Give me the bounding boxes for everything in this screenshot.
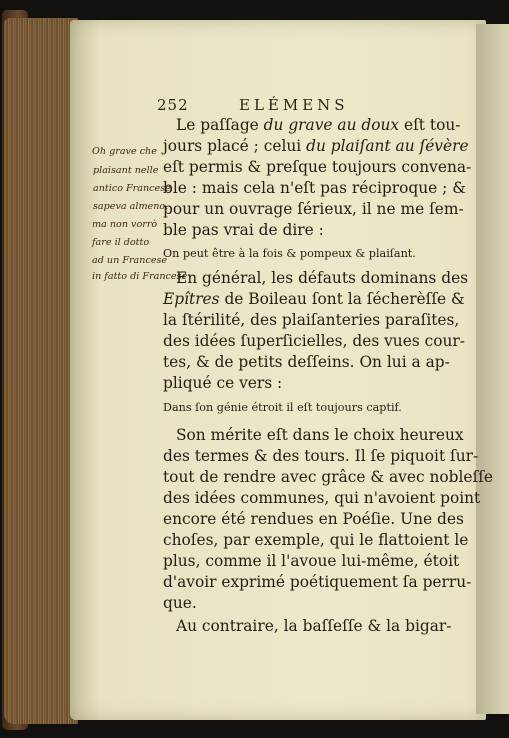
body-line: En général, les défauts dominans des: [176, 269, 469, 287]
margin-note-line: antico Francese: [93, 183, 171, 194]
body-line: des idées communes, qui n'avoient point: [163, 489, 481, 507]
body-line: eſt permis & preſque toujours convena-: [163, 158, 472, 176]
body-line: la ſtérilité, des plaiſanteries paraſites,: [163, 311, 460, 329]
body-line: Epîtres de Boileau ſont la ſécherèſſe &: [163, 290, 465, 308]
body-line: tes, & de petits deſſeins. On lui a ap-: [163, 353, 450, 371]
body-line: choſes, par exemple, qui le flattoient le: [163, 531, 469, 549]
margin-note-line: ad un Francese: [92, 255, 168, 266]
body-line: plus, comme il l'avoue lui-même, étoit: [163, 552, 460, 570]
body-line: encore été rendues en Poéſie. Une des: [163, 510, 464, 528]
page-stack-edge: [4, 18, 78, 724]
body-line: Son mérite eſt dans le choix heureux: [176, 426, 464, 444]
body-line: pour un ouvrage ſérieux, il ne me ſem-: [163, 200, 464, 218]
body-line: ble pas vrai de dire :: [163, 221, 324, 239]
quoted-verse: On peut être à la fois & pompeux & plaiſant.: [163, 247, 416, 260]
margin-note-line: in fatto di Francese: [92, 271, 188, 282]
body-line: des termes & des tours. Il ſe piquoit ſur-: [163, 447, 479, 465]
running-title: ELÉMENS: [239, 96, 349, 114]
body-line: tout de rendre avec grâce & avec nobleſſe: [163, 468, 494, 486]
page-number: 252: [157, 96, 189, 114]
quoted-verse: Dans ſon génie étroit il eſt toujours captif.: [163, 401, 402, 414]
margin-note-line: sapeva almeno,: [93, 201, 169, 212]
facing-page-edge: [476, 24, 509, 714]
body-line: ble : mais cela n'eſt pas réciproque ; &: [163, 179, 466, 197]
body-line: Au contraire, la baſſeſſe & la bigar-: [176, 617, 452, 635]
body-line: Le paſſage du grave au doux eſt tou-: [176, 116, 461, 134]
margin-note-line: plaisant nelle: [93, 165, 159, 176]
body-line: jours placé ; celui du plaiſant au ſévère: [163, 137, 469, 155]
margin-note-line: Oh grave che: [92, 146, 157, 157]
body-line: que.: [163, 594, 197, 612]
body-line: pliqué ce vers :: [163, 374, 283, 392]
body-line: des idées ſuperſicielles, des vues cour-: [163, 332, 465, 350]
margin-note-line: ma non vorrò: [92, 219, 158, 230]
body-line: d'avoir exprimé poétiquement ſa perru-: [163, 573, 472, 591]
margin-note-line: fare il dotto: [92, 237, 150, 248]
